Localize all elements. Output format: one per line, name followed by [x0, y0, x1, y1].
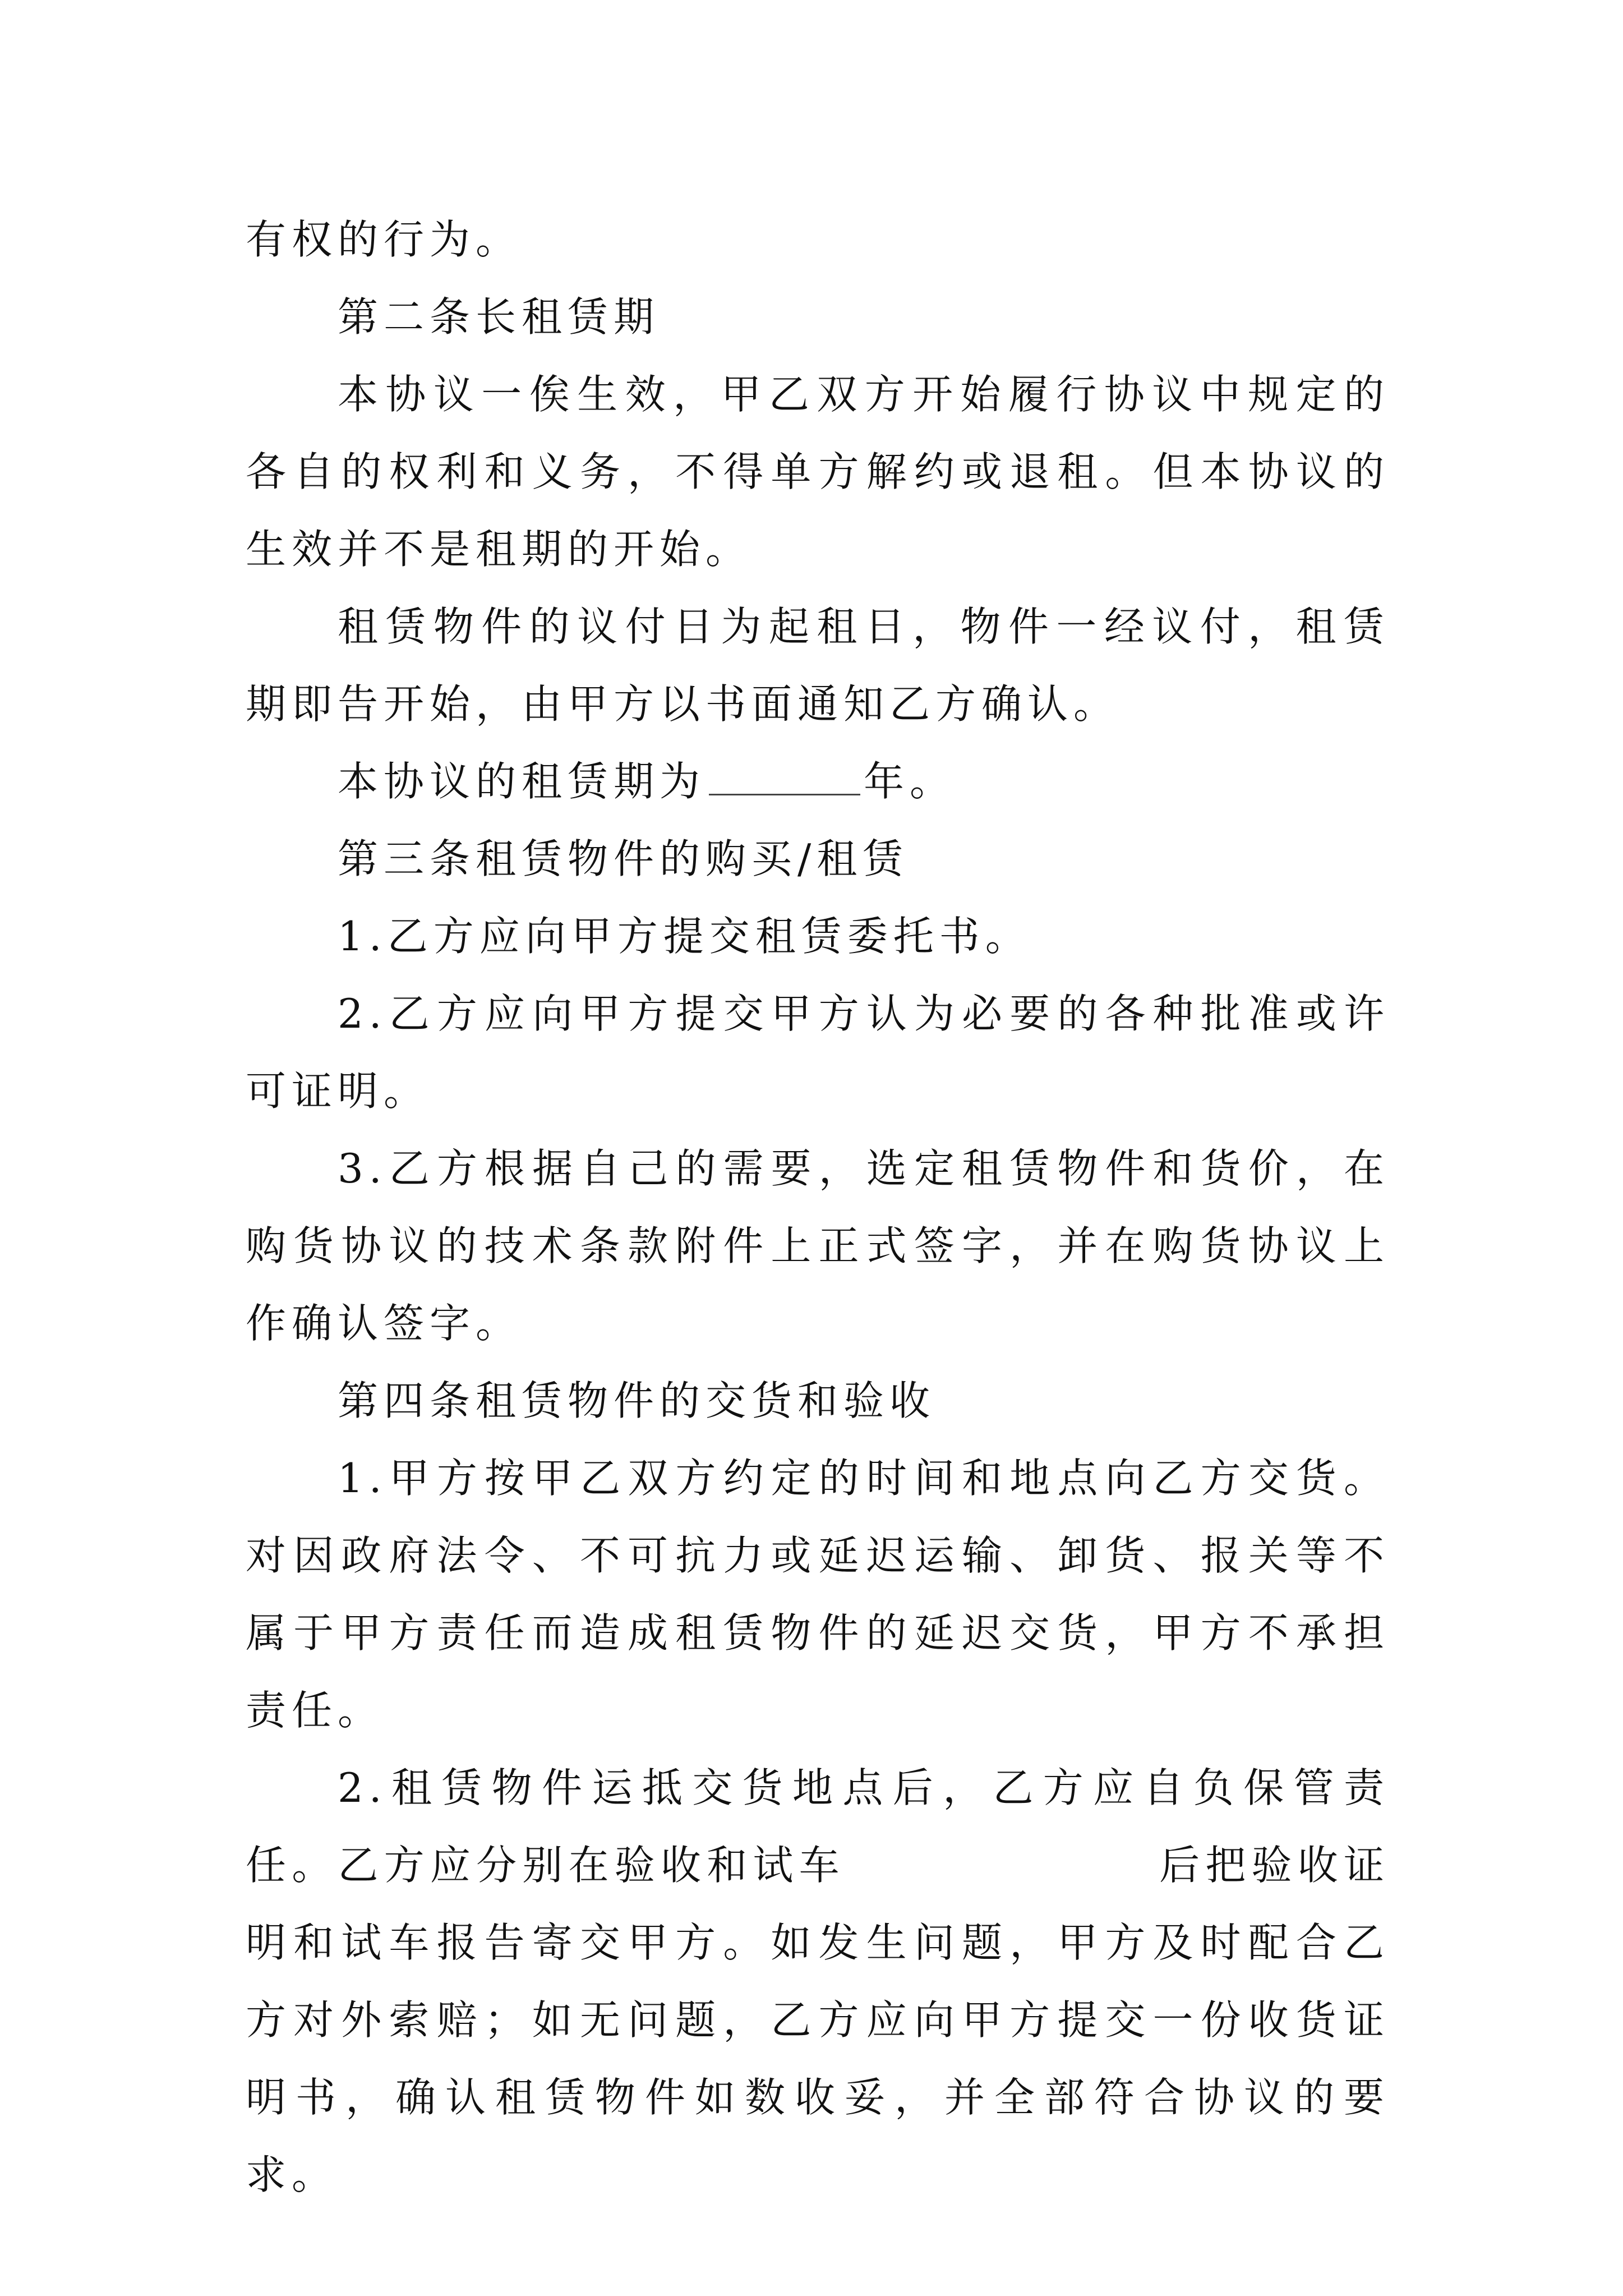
list-item-3-2: 2.乙方应向甲方提交甲方认为必要的各种批准或许可证明。 [246, 990, 1390, 1115]
lease-term-suffix: 年。 [864, 758, 956, 805]
list-item-4-1: 1.甲方按甲乙双方约定的时间和地点向乙方交货。对因政府法令、不可抗力或延迟运输、卸货、报关等不属于甲方责任而造成租赁物件的延迟交货，甲方不承担责任。 [246, 1455, 1390, 1734]
section-heading-article-3: 第三条租赁物件的购买/租赁 [338, 835, 909, 882]
section-heading-article-2: 第二条长租赁期 [338, 293, 660, 341]
list-item-3-1: 1.乙方应向甲方提交租赁委托书。 [338, 913, 1031, 960]
list-item-4-2-part-a: 2.租赁物件运抵交货地点后，乙方应自负保管责任。乙方应分别在验收和试车 [246, 1764, 1390, 1889]
paragraph-effectiveness: 本协议一俟生效，甲乙双方开始履行协议中规定的各自的权利和义务，不得单方解约或退租。但本协议的生效并不是租期的开始。 [246, 371, 1390, 573]
list-item-3-3: 3.乙方根据自己的需要，选定租赁物件和货价，在购货协议的技术条款附件上正式签字，并在购货协议上作确认签字。 [246, 1145, 1390, 1347]
list-item-4-2 [246, 1749, 1390, 2214]
list-item-4-2-part-b: 后把验收证明和试车报告寄交甲方。如发生问题，甲方及时配合乙方对外索赔；如无问题，乙方应向甲方提交一份收货证明书，确认租赁物件如数收妥，并全部符合协议的要求。 [246, 1842, 1390, 2198]
section-heading-article-4: 第四条租赁物件的交货和验收 [338, 1377, 936, 1424]
lease-term-prefix: 本协议的租赁期为 [338, 758, 706, 805]
paragraph-lease-term [246, 743, 1390, 820]
paragraph-continuation: 有权的行为。 [246, 216, 522, 263]
document-body [246, 201, 1390, 2214]
paragraph-lease-start: 租赁物件的议付日为起租日，物件一经议付，租赁期即告开始，由甲方以书面通知乙方确认。 [246, 603, 1390, 728]
lease-term-blank [709, 753, 860, 795]
